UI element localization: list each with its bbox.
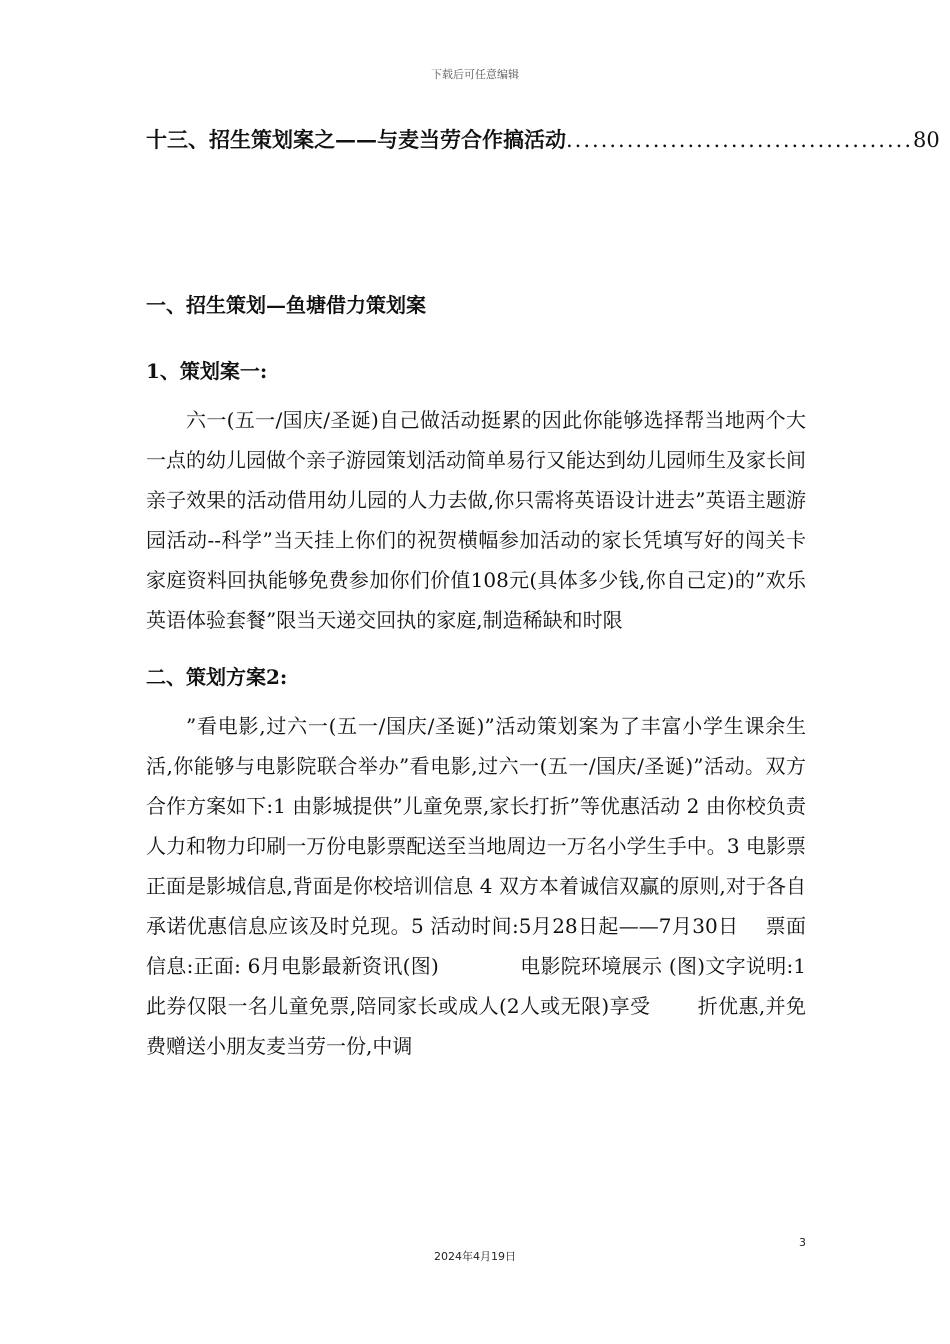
toc-page-number: 80 bbox=[913, 128, 940, 152]
footer-date: 2024年4月19日 bbox=[434, 1250, 516, 1263]
body-paragraph-1: 六一(五一/国庆/圣诞)自己做活动挺累的因此你能够选择帮当地两个大一点的幼儿园做个亲子游园策划活动简单易行又能达到幼儿园师生及家长间亲子效果的活动借用幼儿园的人力去做,你只需将英语设计进去”英语主题游园活动--科学”当天挂上你们的祝贺横幅参加活动的家长凭填写好的闯关卡家庭资料回执能够免费参加你们价值108元(具体多少钱,你自己定)的”欢乐英语体验套餐”限当天递交回执的家庭,制造稀缺和时限 bbox=[146, 408, 806, 632]
document-body bbox=[146, 290, 806, 1066]
sub-heading-1: 1、策划案一: bbox=[146, 359, 268, 383]
page-number: 3 bbox=[799, 1236, 806, 1249]
toc-leader-dots: ........................................ bbox=[566, 128, 914, 152]
toc-entry-title: 十三、招生策划案之——与麦当劳合作搞活动 bbox=[146, 127, 566, 152]
header-note: 下载后可任意编辑 bbox=[431, 68, 519, 81]
section-heading-1: 一、招生策划—鱼塘借力策划案 bbox=[146, 293, 426, 317]
toc-entry[interactable] bbox=[146, 124, 940, 154]
body-paragraph-2: ”看电影,过六一(五一/国庆/圣诞)”活动策划案为了丰富小学生课余生活,你能够与电影院联合举办”看电影,过六一(五一/国庆/圣诞)”活动。双方合作方案如下:1 由影城提供”儿童免票,家长打折”等优惠活动 2 由你校负责人力和物力印刷一万份电影票配送至当地周边一万名小学生手中。3 电影票正面是影城信息,背面是你校培训信息 4 双方本着诚信双赢的原则,对于各自承诺优惠信息应该及时兑现。5 活动时间:5月28日起——7月30日 票面信息:正面: 6月电影最新资讯(图) 电影院环境展示 (图)文字说明:1 此券仅限一名儿童免票,陪同家长或成人(2人或无限)享受 折优惠,并免费赠送小朋友麦当劳一份,中调 bbox=[146, 714, 806, 1058]
section-heading-2: 二、策划方案2: bbox=[146, 665, 288, 689]
